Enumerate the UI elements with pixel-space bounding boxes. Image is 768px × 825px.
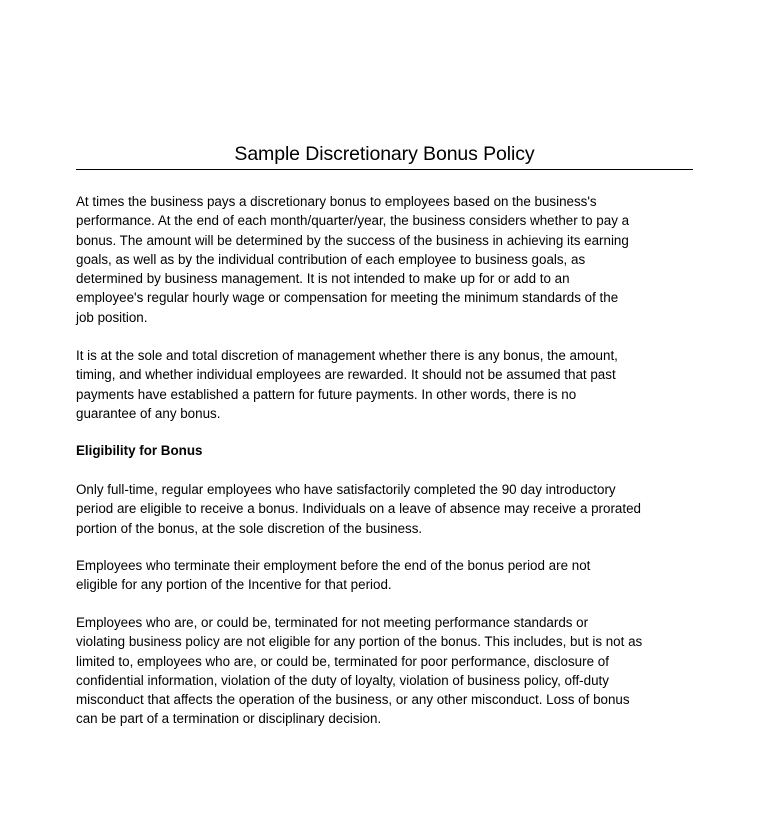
paragraph-management-discretion [76, 346, 618, 423]
text-line: Employees who terminate their employment before the end of the bonus period are not [76, 558, 591, 573]
text-line: It is at the sole and total discretion of management whether there is any bonus, the amount, [76, 348, 618, 363]
text-line: period are eligible to receive a bonus. Individuals on a leave of absence may receive a prorated [76, 501, 641, 517]
eligibility-heading: Eligibility for Bonus [76, 443, 203, 458]
document-title: Sample Discretionary Bonus Policy [234, 143, 535, 165]
text-line: eligible for any portion of the Incentive for that period. [76, 577, 392, 593]
text-line: determined by business management. It is not intended to make up for or add to an [76, 271, 570, 287]
text-line: violating business policy are not eligible for any portion of the bonus. This includes, but is not as [76, 634, 643, 650]
text-line: limited to, employees who are, or could be, terminated for poor performance, disclosure of [76, 653, 609, 669]
text-line: confidential information, violation of the duty of loyalty, violation of business policy, off-duty [76, 672, 609, 688]
text-line: goals, as well as by the individual contribution of each employee to business goals, as [76, 251, 586, 267]
text-line: employee's regular hourly wage or compensation for meeting the minimum standards of the [76, 290, 619, 306]
paragraph-bonus-overview [76, 192, 629, 327]
text-line: Employees who are, or could be, terminated for not meeting performance standards or [76, 615, 589, 630]
paragraph-eligibility [76, 480, 641, 538]
text-line: At times the business pays a discretionary bonus to employees based on the business's [76, 194, 597, 209]
text-line: guarantee of any bonus. [76, 405, 221, 421]
text-line: timing, and whether individual employees are rewarded. It should not be assumed that past [76, 367, 616, 383]
paragraph-termination-before-period [76, 556, 590, 595]
text-line: misconduct that affects the operation of the business, or any other misconduct. Loss of bonus [76, 692, 630, 708]
title-underline [76, 169, 693, 170]
text-line: performance. At the end of each month/quarter/year, the business considers whether to pay a [76, 213, 630, 229]
text-line: portion of the bonus, at the sole discretion of the business. [76, 520, 423, 536]
text-line: payments have established a pattern for future payments. In other words, there is no [76, 386, 577, 402]
text-line: can be part of a termination or disciplinary decision. [76, 711, 382, 727]
paragraph-misconduct-ineligibility [76, 613, 642, 729]
text-line: Only full-time, regular employees who have satisfactorily completed the 90 day introductory [76, 482, 616, 497]
text-line: bonus. The amount will be determined by the success of the business in achieving its earning [76, 232, 629, 248]
text-line: job position. [76, 309, 148, 325]
